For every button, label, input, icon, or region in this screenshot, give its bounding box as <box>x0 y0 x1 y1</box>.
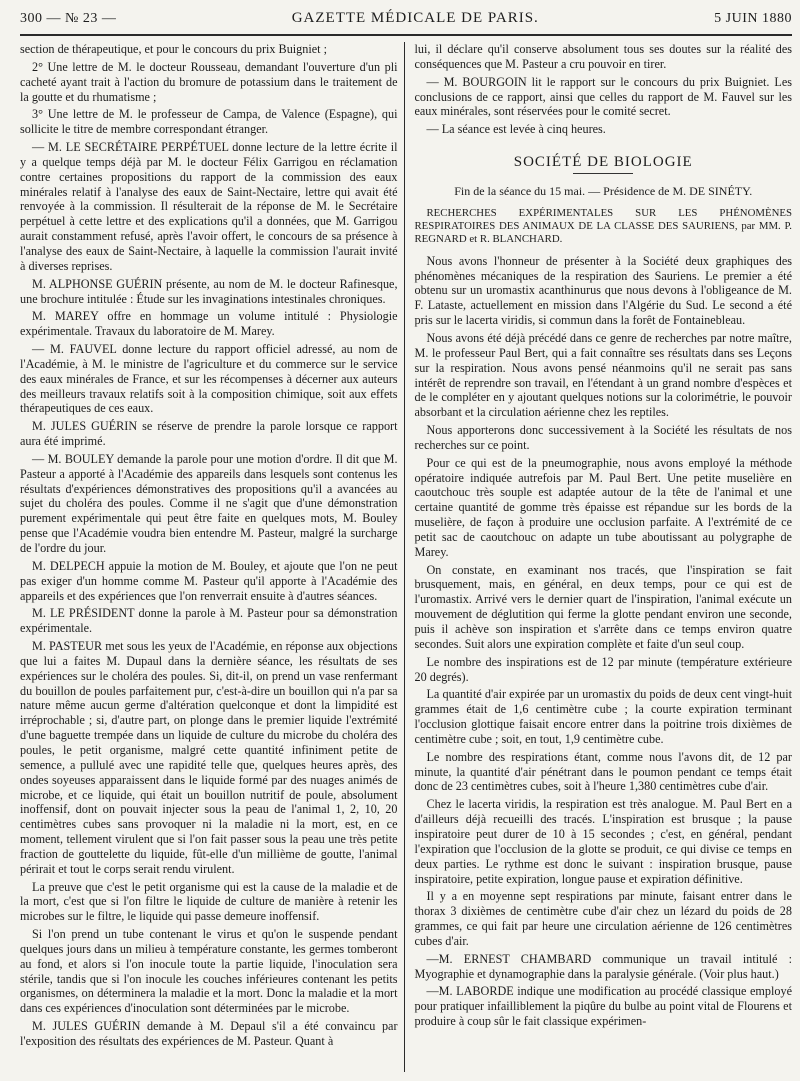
page-header <box>20 10 792 36</box>
paragraph: Nous avons l'honneur de présenter à la Société deux graphiques des phénomènes mécaniques de la respiration des Sauriens. Le premier a été obtenu sur un uromastix acanthinurus que nous devons à l'obligeance de M. F. Lataste, actuellement en mission dans l'Algérie du Sud. Le second a été pris sur le lacerta viridis, si commun dans la forêt de Fontainebleau. <box>414 253 792 328</box>
paragraph: La preuve que c'est le petit organisme qui est la cause de la maladie et de la mort, c'est que si l'on filtre le liquide de culture de manière à retenir les microbes sur le filtre, le liquide qui passe demeure inoffensif. <box>20 879 398 924</box>
memoir-heading: RECHERCHES EXPÉRIMENTALES SUR LES PHÉNOMÈNES RESPIRATOIRES DES ANIMAUX DE LA CLASSE DES SAURIENS, par MM. P. REGNARD et R. BLANCHARD. <box>414 206 792 245</box>
journal-title: GAZETTE MÉDICALE DE PARIS. <box>291 10 539 26</box>
section-subtitle: Fin de la séance du 15 mai. — Présidence de M. DE SINÉTY. <box>454 183 753 198</box>
paragraph: — M. BOURGOIN lit le rapport sur le concours du prix Buigniet. Les conclusions de ce rapport, ainsi que celles du rapport de M. Fauvel sur les eaux minérales, sont réservées pour le comité secret. <box>414 74 792 119</box>
issue-date: 5 JUIN 1880 <box>714 11 792 26</box>
section-underline <box>573 173 633 174</box>
paragraph: Nous avons été déjà précédé dans ce genre de recherches par notre maître, M. le professeur Paul Bert, qui a fait connaître ses résultats dans ses Leçons sur la respiration. Nous avons pensé néanmoins qu'il ne serait pas sans intérêt de reprendre son travail, en l'étendant à un grand nombre d'espèces et de le compléter en y ajoutant quelques notions sur la colorimétrie, le pouvoir absorbant et la circulation aérienne chez les reptiles. <box>414 330 792 420</box>
paragraph: M. JULES GUÉRIN se réserve de prendre la parole lorsque ce rapport aura été imprimé. <box>20 419 398 449</box>
left-column <box>20 42 404 1072</box>
paragraph: Le nombre des inspirations est de 12 par minute (température extérieure 20 degrés). <box>414 654 792 684</box>
paragraph: La quantité d'air expirée par un uromastix du poids de deux cent vingt-huit grammes était de 1,6 centimètre cube ; la courte expiration terminant l'occlusion glottique faisait encore entrer dans la poitrine trois dixièmes de centimètre cube ; soit, en tout, 1,9 centimètre cube. <box>414 687 792 746</box>
paragraph: — M. LE SECRÉTAIRE PERPÉTUEL donne lecture de la lettre écrite il y a quelque temps déjà par M. le docteur Félix Garrigou en réclamation contre certaines propositions du rapport de la commission des eaux minérales relatif à l'analyse des eaux de Saint-Nectaire, lettre qui avait été renvoyée à la commission. Il résulterait de la réponse de M. le Secrétaire perpétuel à cette lettre et des explications qu'il a données, que M. Garrigou aurait constamment refusé, après l'avoir offert, le concours de sa présence à l'analyse des eaux de Saint-Nectaire, à laquelle la commission l'aurait invité à diverses reprises. <box>20 140 398 273</box>
section-title: SOCIÉTÉ DE BIOLOGIE <box>513 154 693 171</box>
paragraph: Pour ce qui est de la pneumographie, nous avons employé la méthode opératoire indiquée autrefois par M. Paul Bert. Une petite muselière en caoutchouc très souple est adaptée autour de la tête de l'animal et une certaine quantité de gomme très épaisse est répandue sur les bords de la muselière, de façon à produire une occlusion parfaite. A l'extrémité de ce petit sac de caoutchouc on adapte un tube aboutissant au polygraphe de Marey. <box>414 455 792 559</box>
paragraph: M. ALPHONSE GUÉRIN présente, au nom de M. le docteur Rafinesque, une brochure intitulée : Étude sur les invaginations intestinales chroniques. <box>20 276 398 306</box>
paragraph: M. MAREY offre en hommage un volume intitulé : Physiologie expérimentale. Travaux du laboratoire de M. Marey. <box>20 309 398 339</box>
paragraph: 3° Une lettre de M. le professeur de Campa, de Valence (Espagne), qui sollicite le titre de membre correspondant étranger. <box>20 107 398 137</box>
paragraph: M. DELPECH appuie la motion de M. Bouley, et ajoute que l'on ne peut pas exiger d'un homme comme M. Pasteur qu'il apporte à l'Académie des appareils et des expériences que l'on renverrait ensuite à d'autres séances. <box>20 558 398 603</box>
paragraph: lui, il déclare qu'il conserve absolument tous ses doutes sur la réalité des conséquences que M. Pasteur a cru pouvoir en tirer. <box>414 42 792 71</box>
paragraph: — La séance est levée à cinq heures. <box>426 122 606 137</box>
paragraph: Le nombre des respirations étant, comme nous l'avons dit, de 12 par minute, la quantité d'air pénétrant dans le poumon pendant ce temps était donc de 23 centimètres cubes, soit à l'heure 1,380 centimètres cube d'air. <box>414 749 792 794</box>
paragraph: —M. LABORDE indique une modification au procédé classique employé pour pratiquer infailliblement la piqûre du bulbe au point vital de Flourens et produire à coup sûr le fait classique expérimen- <box>414 984 792 1029</box>
paragraph: — M. BOULEY demande la parole pour une motion d'ordre. Il dit que M. Pasteur a apporté à l'Académie des appareils dans lesquels sont contenus les résultats d'expériences démonstratives des propositions qu'il a avancées au sujet du choléra des poules. Comme il ne s'agit que d'une démonstration purement expérimentale qui peut être faite en quelques mots, M. Bouley pense que l'Académie voudra bien entendre M. Pasteur, malgré la surcharge de l'ordre du jour. <box>20 451 398 555</box>
column-divider <box>404 42 405 1072</box>
paragraph: M. LE PRÉSIDENT donne la parole à M. Pasteur pour sa démonstration expérimentale. <box>20 606 398 636</box>
paragraph: section de thérapeutique, et pour le concours du prix Buigniet ; <box>20 42 327 56</box>
paragraph: Si l'on prend un tube contenant le virus et qu'on le suspende pendant quelques jours dans un milieu à température constante, les germes tomberont au fond, et alors si l'on inocule toute la partie liquide, l'inoculation sera stérile, tandis que si l'on inocule les couches inférieures contenant les petits organismes, on déterminera la maladie et la mort. Donc la maladie et la mort dans ces expériences d'inoculation sont déterminées par le microbe. <box>20 927 398 1016</box>
paragraph: — M. FAUVEL donne lecture du rapport officiel adressé, au nom de l'Académie, à M. le ministre de l'agriculture et du commerce sur le service des eaux minérales de France, et sur les récompenses à décerner aux auteurs des meilleurs travaux relatifs soit à la composition chimique, soit aux effets thérapeutiques de ces eaux. <box>20 342 398 416</box>
page-number: 300 — № 23 — <box>20 11 117 26</box>
paragraph: 2° Une lettre de M. le docteur Rousseau, demandant l'ouverture d'un pli cacheté ayant trait à l'action du bromure de potassium dans le traitement de la goutte et du rhumatisme ; <box>20 59 398 104</box>
paragraph: On constate, en examinant nos tracés, que l'inspiration se fait brusquement, mais, en général, en deux temps, pour ce qui est de l'uromastix. Arrivé vers le dernier quart de l'inspiration, l'animal exécute un mouvement de déglutition qui ferme la glotte pendant environ une seconde, puis il achève son inspiration et s'arrête dans ce temps environ quatre secondes. Suit alors une expiration complète et faite d'un seul coup. <box>414 562 792 651</box>
paragraph: M. JULES GUÉRIN demande à M. Depaul s'il a été convaincu par l'exposition des résultats des expériences de M. Pasteur. Quant à <box>20 1019 398 1048</box>
paragraph: —M. ERNEST CHAMBARD communique un travail intitulé : Myographie et dynamographie dans la paralysie générale. (Voir plus haut.) <box>414 951 792 981</box>
paragraph: M. PASTEUR met sous les yeux de l'Académie, en réponse aux objections que lui a faites M. Dupaul dans la dernière séance, les résultats de ses expériences sur le choléra des poules. Si, dit-il, on prend un vase renfermant du bouillon de poules parfaitement pur, c'est-à-dire un bouillon qui n'a par sa nature même aucun germe d'altération quelconque et dont la limpidité est irréprochable ; si, d'autre part, on plonge dans le premier liquide l'extrémité d'une baguette trempée dans un liquide de culture du microbe du choléra des poules, le petit organisme, malgré cette quantité infiniment petite de semence, a pullulé avec une rapidité telle que, quelques heures après, des ondes soyeuses apparaissent dans le liquide formé par des nuages animés de microbe, et ce liquide, qui était un bouillon nutritif de poule, absolument inoffensif, dont on pouvait injecter sous la peau de l'animal 1, 2, 10, 20 centimètres cubes sans provoquer ni la maladie ni la mort, est, en ce moment, tellement virulent que si l'on fait passer sous la peau une très petite fraction de gouttelette du liquide, fût-elle d'un millième de goutte, l'animal périrait et tout le corps serait rendu virulent. <box>20 639 398 876</box>
paragraph: Il y a en moyenne sept respirations par minute, faisant entrer dans le thorax 3 dixièmes de centimètre cube d'air chez un lézard du poids de 28 grammes, ce qui fait par heure une circulation aérienne de 126 centimètres cubes d'air. <box>414 889 792 948</box>
right-column <box>410 42 792 1072</box>
paragraph: Nous apporterons donc successivement à la Société les résultats de nos recherches sur ce point. <box>414 423 792 452</box>
paragraph: Chez le lacerta viridis, la respiration est très analogue. M. Paul Bert en a d'ailleurs déjà recueilli des tracés. L'inspiration est brusque ; la pause inspiratoire peut durer de 10 à 15 secondes ; c'est, en général, pendant l'expiration que l'occlusion de la glotte se produit, ce qui divise ce temps en deux parties. Le rythme est donc le suivant : inspiration brusque, pause inspiratoire, petite expiration, longue pause et expiration définitive. <box>414 797 792 886</box>
